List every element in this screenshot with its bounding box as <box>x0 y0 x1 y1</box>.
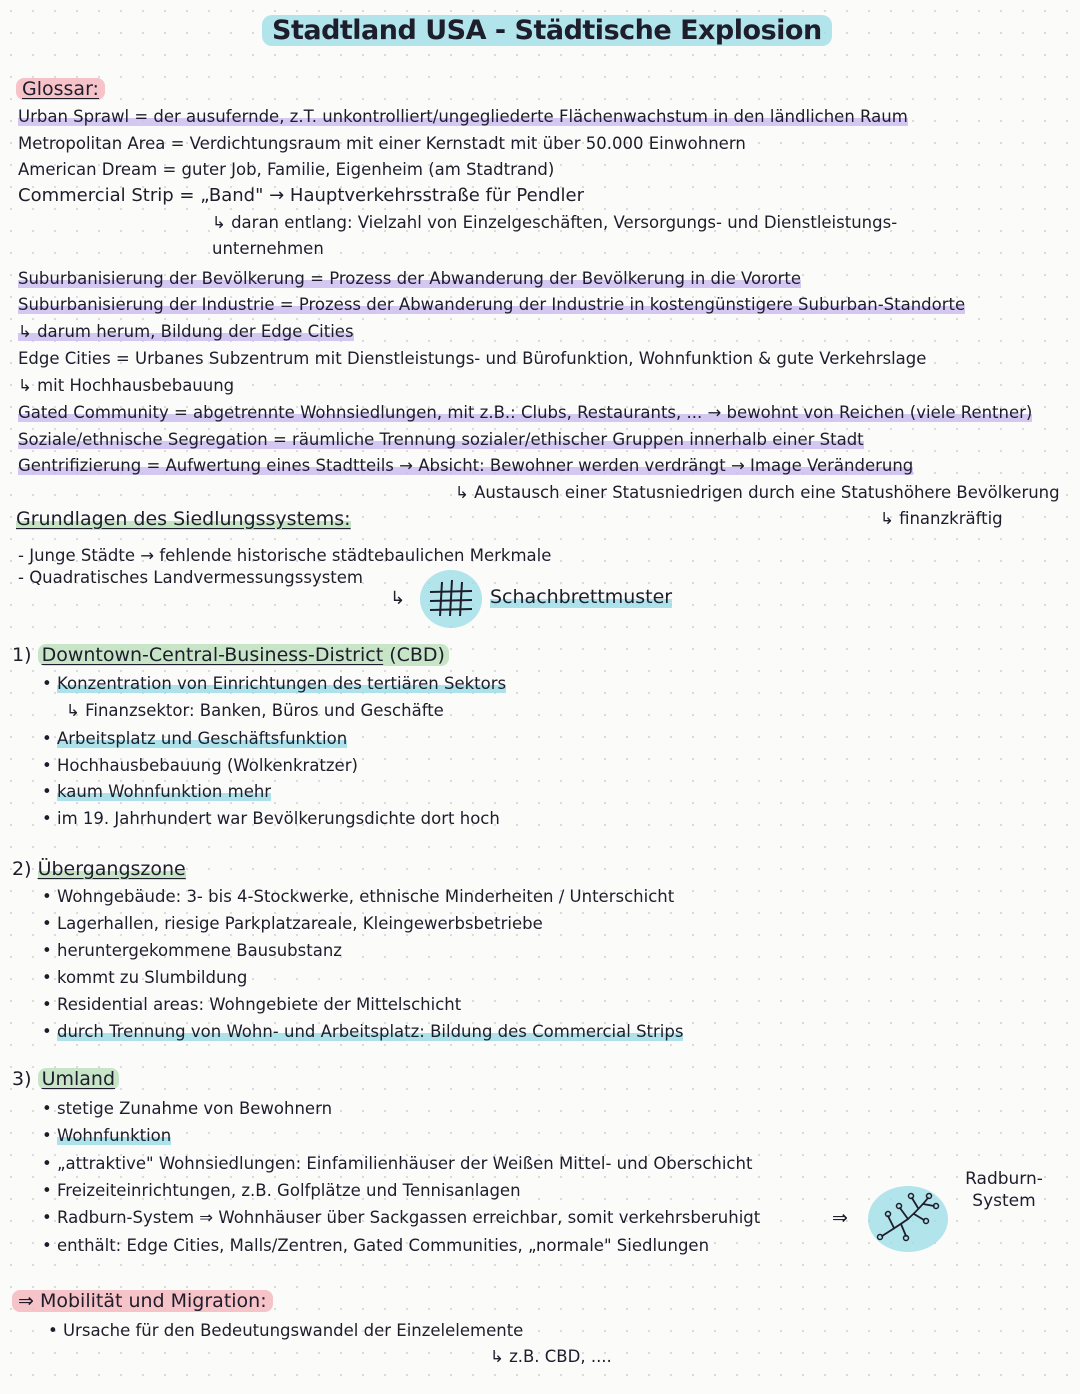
mobilitaet-sub: ↳ z.B. CBD, .... <box>490 1347 612 1366</box>
arrow-to-grid: ↳ <box>390 588 406 609</box>
section2-bullet-1: • Wohngebäude: 3- bis 4-Stockwerke, ethnische Minderheiten / Unterschicht <box>42 886 674 908</box>
glossar-line-gated-community: Gated Community = abgetrennte Wohnsiedlungen, mit z.B.: Clubs, Restaurants, ... → bewohnt von Reichen (viele Rentner) <box>18 403 1033 422</box>
section3-bullet-2: • Wohnfunktion <box>42 1125 171 1147</box>
section3-bullet-3: • „attraktive" Wohnsiedlungen: Einfamilienhäuser der Weißen Mittel- und Oberschicht <box>42 1153 752 1175</box>
glossar-line-commercial-strip-detail: ↳ daran entlang: Vielzahl von Einzelgeschäften, Versorgungs- und Dienstleistungs- <box>212 213 898 232</box>
page-title: Stadtland USA - Städtische Explosion <box>262 12 832 50</box>
section2-bullet-4: • kommt zu Slumbildung <box>42 967 247 989</box>
section1-bullet-5: • im 19. Jahrhundert war Bevölkerungsdichte dort hoch <box>42 808 500 830</box>
section3-bullet-5: • Radburn-System ⇒ Wohnhäuser über Sackgassen erreichbar, somit verkehrsberuhigt <box>42 1207 760 1229</box>
glossar-line-gentrifizierung: Gentrifizierung = Aufwertung eines Stadtteils → Absicht: Bewohner werden verdrängt → Image Veränderung <box>18 456 914 475</box>
section1-heading: 1) Downtown-Central-Business-District (CBD) <box>12 644 449 666</box>
section3-heading: 3) Umland <box>12 1068 119 1090</box>
glossar-line-american-dream: American Dream = guter Job, Familie, Eigenheim (am Stadtrand) <box>18 160 555 179</box>
section3-bullet-1: • stetige Zunahme von Bewohnern <box>42 1098 332 1120</box>
glossar-line-austausch: ↳ Austausch einer Statusniedrigen durch eine Statushöhere Bevölkerung <box>455 483 1060 502</box>
section1-sub-finanzsektor: ↳ Finanzsektor: Banken, Büros und Geschäfte <box>66 701 444 720</box>
glossar-line-commercial-strip: Commercial Strip = „Band" → Hauptverkehrsstraße für Pendler <box>18 185 585 206</box>
section2-bullet-2: • Lagerhallen, riesige Parkplatzareale, Kleingewerbsbetriebe <box>42 913 543 935</box>
grundlagen-line-junge-staedte: - Junge Städte → fehlende historische städtebaulichen Merkmale <box>18 546 552 565</box>
hash-grid-icon <box>420 570 482 628</box>
radburn-label: Radburn-System <box>965 1169 1043 1211</box>
glossar-line-edge-cities-formation: ↳ darum herum, Bildung der Edge Cities <box>18 322 354 341</box>
section1-bullet-4: • kaum Wohnfunktion mehr <box>42 781 271 803</box>
section2-heading: 2) Übergangszone <box>12 858 186 880</box>
glossar-line-metropolitan-area: Metropolitan Area = Verdichtungsraum mit einer Kernstadt mit über 50.000 Einwohnern <box>18 134 746 153</box>
mobilitaet-heading: ⇒ Mobilität und Migration: <box>12 1290 273 1312</box>
glossar-line-suburbanisierung-bevoelkerung: Suburbanisierung der Bevölkerung = Prozess der Abwanderung der Bevölkerung in die Vororte <box>18 269 802 288</box>
glossar-line-commercial-strip-detail-2: unternehmen <box>212 239 324 258</box>
section2-bullet-6: • durch Trennung von Wohn- und Arbeitsplatz: Bildung des Commercial Strips <box>42 1021 683 1043</box>
glossar-line-finanzkraeftig: ↳ finanzkräftig <box>880 509 1003 528</box>
section2-bullet-5: • Residential areas: Wohngebiete der Mittelschicht <box>42 994 461 1016</box>
section1-bullet-2: • Arbeitsplatz und Geschäftsfunktion <box>42 728 347 750</box>
radburn-arrow: ⇒ <box>832 1207 848 1229</box>
section3-bullet-6: • enthält: Edge Cities, Malls/Zentren, Gated Communities, „normale" Siedlungen <box>42 1235 709 1257</box>
glossar-line-hochhausbebauung: ↳ mit Hochhausbebauung <box>18 376 235 395</box>
glossar-line-suburbanisierung-industrie: Suburbanisierung der Industrie = Prozess der Abwanderung der Industrie in kostengünstigere Suburban-Standorte <box>18 295 966 314</box>
mobilitaet-bullet-1: • Ursache für den Bedeutungswandel der Einzelelemente <box>48 1320 523 1342</box>
grundlagen-heading: Grundlagen des Siedlungssystems: <box>16 508 351 530</box>
section1-bullet-3: • Hochhausbebauung (Wolkenkratzer) <box>42 755 358 777</box>
schachbrettmuster-label: Schachbrettmuster <box>490 586 673 608</box>
glossar-heading: Glossar: <box>16 78 105 100</box>
glossar-line-segregation: Soziale/ethnische Segregation = räumliche Trennung sozialer/ethischer Gruppen innerhalb einer Stadt <box>18 430 864 449</box>
section2-bullet-3: • heruntergekommene Bausubstanz <box>42 940 342 962</box>
section1-bullet-1: • Konzentration von Einrichtungen des tertiären Sektors <box>42 673 506 695</box>
section3-bullet-4: • Freizeiteinrichtungen, z.B. Golfplätze und Tennisanlagen <box>42 1180 521 1202</box>
glossar-line-edge-cities: Edge Cities = Urbanes Subzentrum mit Dienstleistungs- und Bürofunktion, Wohnfunktion & gute Verkehrslage <box>18 349 927 368</box>
radburn-tree-icon <box>868 1186 948 1252</box>
glossar-line-urban-sprawl: Urban Sprawl = der ausufernde, z.T. unkontrolliert/ungegliederte Flächenwachstum in den ländlichen Raum <box>18 107 908 126</box>
grundlagen-line-landvermessung: - Quadratisches Landvermessungssystem <box>18 568 363 587</box>
